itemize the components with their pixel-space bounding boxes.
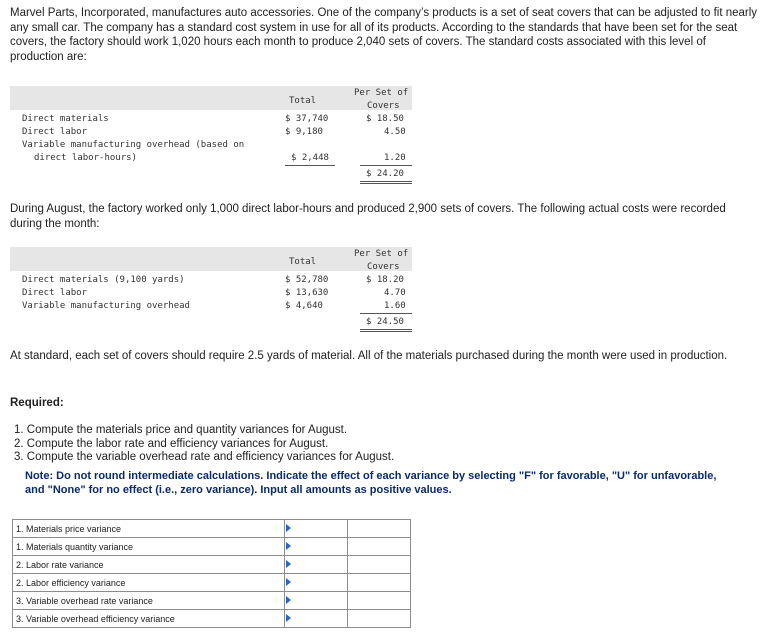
required-heading: Required: — [10, 397, 64, 409]
variance-amount-input[interactable] — [285, 520, 348, 538]
standard-paragraph: At standard, each set of covers should require 2.5 yards of material. All of the materials purchased during the month were used in production. — [10, 350, 728, 362]
intro-paragraph: Marvel Parts, Incorporated, manufactures auto accessories. One of the company’s products is a set of seat covers that can be adjusted to fit nearly any small car. The company has a standard cost system in use for all of its products. According to the standards that have been set for the seat covers, the factory should work 1,020 hours each month to produce 2,040 sets of covers. The standard costs associated with this level of production are: — [10, 7, 758, 63]
col-total-header: Total — [289, 96, 317, 106]
row-per-set: 4.50 — [384, 127, 406, 137]
variance-label: 1. Materials quantity variance — [13, 538, 285, 556]
variance-label: 3. Variable overhead efficiency variance — [13, 610, 285, 628]
table-row — [13, 574, 411, 592]
col-per-set-header-line2: Covers — [367, 262, 400, 272]
row-total: $ 13,630 — [285, 288, 329, 298]
col-per-set-header: Per Set of — [354, 249, 409, 259]
row-label: Direct materials (9,100 yards) — [22, 275, 185, 285]
row-per-set: $ 18.20 — [366, 275, 404, 285]
row-total: $ 4,640 — [285, 301, 323, 311]
table-row — [13, 592, 411, 610]
august-paragraph: During August, the factory worked only 1,000 direct labor-hours and produced 2,900 sets of covers. The following actual costs were recorded during the month: — [10, 203, 726, 230]
variance-effect-select[interactable] — [348, 592, 411, 610]
variance-effect-select[interactable] — [348, 610, 411, 628]
variance-label: 1. Materials price variance — [13, 520, 285, 538]
table-row — [13, 556, 411, 574]
col-per-set-header: Per Set of — [354, 88, 409, 98]
variance-label: 2. Labor rate variance — [13, 556, 285, 574]
variance-amount-input[interactable] — [285, 574, 348, 592]
row-total: $ 37,740 — [285, 114, 329, 124]
row-label: Direct materials — [22, 114, 109, 124]
variance-amount-input[interactable] — [285, 556, 348, 574]
variance-amount-input[interactable] — [285, 610, 348, 628]
row-per-set: 1.60 — [384, 301, 406, 311]
required-item: 1. Compute the materials price and quantity variances for August. — [14, 424, 348, 436]
variance-amount-input[interactable] — [285, 538, 348, 556]
row-per-set: $ 18.50 — [366, 114, 404, 124]
table-row — [13, 520, 411, 538]
table-header-band — [10, 86, 412, 110]
col-per-set-header-line2: Covers — [367, 101, 400, 111]
row-label: Variable manufacturing overhead — [22, 301, 190, 311]
row-total: $ 52,780 — [285, 275, 329, 285]
total-underline — [285, 165, 335, 166]
per-set-double-underline — [360, 181, 412, 184]
per-set-sum: $ 24.50 — [366, 317, 404, 327]
row-per-set: 4.70 — [384, 288, 406, 298]
table-row — [13, 538, 411, 556]
table-row — [13, 610, 411, 628]
variance-effect-select[interactable] — [348, 520, 411, 538]
actual-cost-table — [10, 247, 412, 333]
variance-answer-table — [12, 519, 411, 628]
per-set-underline — [360, 313, 412, 314]
row-label: Variable manufacturing overhead (based on — [22, 140, 245, 150]
variance-label: 3. Variable overhead rate variance — [13, 592, 285, 610]
instruction-note: Note: Do not round intermediate calculations. Indicate the effect of each variance by selecting "F" for favorable, "U" for unfavorable, and "None" for no effect (i.e., zero variance). Input all amounts as positive values. — [25, 470, 717, 496]
col-total-header: Total — [289, 257, 317, 267]
row-total: $ 9,180 — [285, 127, 323, 137]
variance-effect-select[interactable] — [348, 574, 411, 592]
standard-cost-table — [10, 86, 412, 182]
per-set-sum: $ 24.20 — [366, 169, 404, 179]
row-total: $ 2,448 — [291, 153, 329, 163]
table-header-band — [10, 247, 412, 271]
variance-label: 2. Labor efficiency variance — [13, 574, 285, 592]
row-label: Direct labor — [22, 127, 88, 137]
required-item: 3. Compute the variable overhead rate and efficiency variances for August. — [14, 451, 395, 463]
required-item: 2. Compute the labor rate and efficiency variances for August. — [14, 437, 329, 450]
variance-effect-select[interactable] — [348, 538, 411, 556]
per-set-double-underline — [360, 329, 412, 332]
per-set-underline — [360, 165, 412, 166]
variance-effect-select[interactable] — [348, 556, 411, 574]
variance-amount-input[interactable] — [285, 592, 348, 610]
row-per-set: 1.20 — [384, 153, 406, 163]
row-label-line2: direct labor-hours) — [34, 153, 137, 163]
required-list — [14, 424, 394, 465]
row-label: Direct labor — [22, 288, 88, 298]
